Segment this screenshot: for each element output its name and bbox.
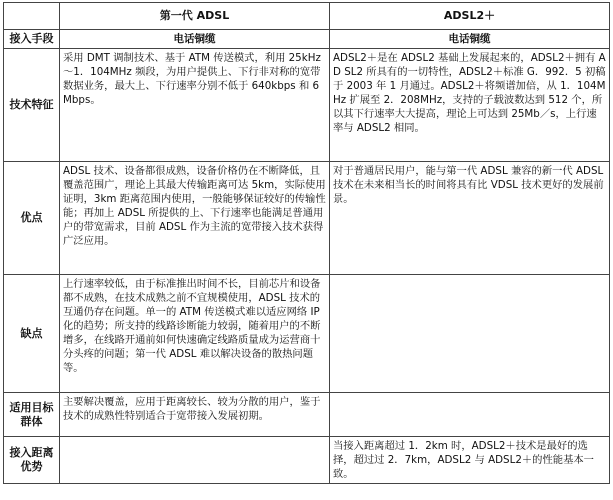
column-header-adsl2plus: ADSL2＋ bbox=[330, 3, 610, 30]
row-header-target-users: 适用目标群体 bbox=[4, 393, 60, 437]
row-header-tech-features: 技术特征 bbox=[4, 49, 60, 162]
cell-distance-adsl bbox=[60, 437, 330, 484]
cell-access-adsl2plus: 电话铜缆 bbox=[330, 30, 610, 49]
column-header-adsl: 第一代 ADSL bbox=[60, 3, 330, 30]
cell-disadvantages-adsl: 上行速率较低，由于标准推出时间不长，目前芯片和设备都不成熟，在技术成熟之前不宜规模使用，ADSL 技术的互通仍存在问题。单一的 ATM 传送模式难以适应网络 IP 化的趋势；所支持的线路诊断能力较弱，随着用户的不断增多，在线路开通前如何快速确定线路质量成为运营商十分头疼的问题；第一代 ADSL 难以解决设备的散热问题等。 bbox=[60, 275, 330, 393]
table-row bbox=[4, 393, 610, 437]
table-row bbox=[4, 437, 610, 484]
cell-tech-adsl2plus: ADSL2＋是在 ADSL2 基础上发展起来的，ADSL2＋拥有 AD SL2 所具有的一切特性，ADSL2＋标准 G．992．5 初稿于 2003 年 1 月通过。ADSL2＋将频谱加倍，从 1．104MHz 扩展至 2．208MHz，支持的子载波数达到 512 个，所以其下行速率大大提高，理论上可达到 25Mb／s，上行速率与 ADSL2 相同。 bbox=[330, 49, 610, 162]
row-header-access-means: 接入手段 bbox=[4, 30, 60, 49]
table-row bbox=[4, 49, 610, 162]
cell-access-adsl: 电话铜缆 bbox=[60, 30, 330, 49]
cell-target-adsl2plus bbox=[330, 393, 610, 437]
cell-disadvantages-adsl2plus bbox=[330, 275, 610, 393]
cell-advantages-adsl2plus: 对于普通居民用户，能与第一代 ADSL 兼容的新一代 ADSL 技术在未来相当长的时间将具有比 VDSL 技术更好的发展前景。 bbox=[330, 162, 610, 275]
table-header-row bbox=[4, 3, 610, 30]
cell-target-adsl: 主要解决覆盖，应用于距离较长、较为分散的用户，鉴于技术的成熟性特别适合于宽带接入发展初期。 bbox=[60, 393, 330, 437]
table-row bbox=[4, 162, 610, 275]
comparison-table bbox=[3, 2, 610, 484]
header-corner-cell bbox=[4, 3, 60, 30]
cell-tech-adsl: 采用 DMT 调制技术、基于 ATM 传送模式，利用 25kHz～1．104MHz 频段，为用户提供上、下行非对称的宽带数据业务，最大上、下行速率分别不低于 640kbps 和 6Mbps。 bbox=[60, 49, 330, 162]
table-row bbox=[4, 275, 610, 393]
row-header-distance-advantage: 接入距离优势 bbox=[4, 437, 60, 484]
row-header-advantages: 优点 bbox=[4, 162, 60, 275]
table-row bbox=[4, 30, 610, 49]
row-header-disadvantages: 缺点 bbox=[4, 275, 60, 393]
cell-advantages-adsl: ADSL 技术、设备都很成熟，设备价格仍在不断降低，且覆盖范围广，理论上其最大传输距离可达 5km，实际使用证明，3km 距离范围内使用，一般能够保证较好的传输性能；再加上 ADSL 所提供的上、下行速率也能满足普通用户的带宽需求，目前 ADSL 作为主流的宽带接入技术获得广泛应用。 bbox=[60, 162, 330, 275]
cell-distance-adsl2plus: 当接入距离超过 1．2km 时，ADSL2＋技术是最好的选择，超过过 2．7km，ADSL2 与 ADSL2＋的性能基本一致。 bbox=[330, 437, 610, 484]
